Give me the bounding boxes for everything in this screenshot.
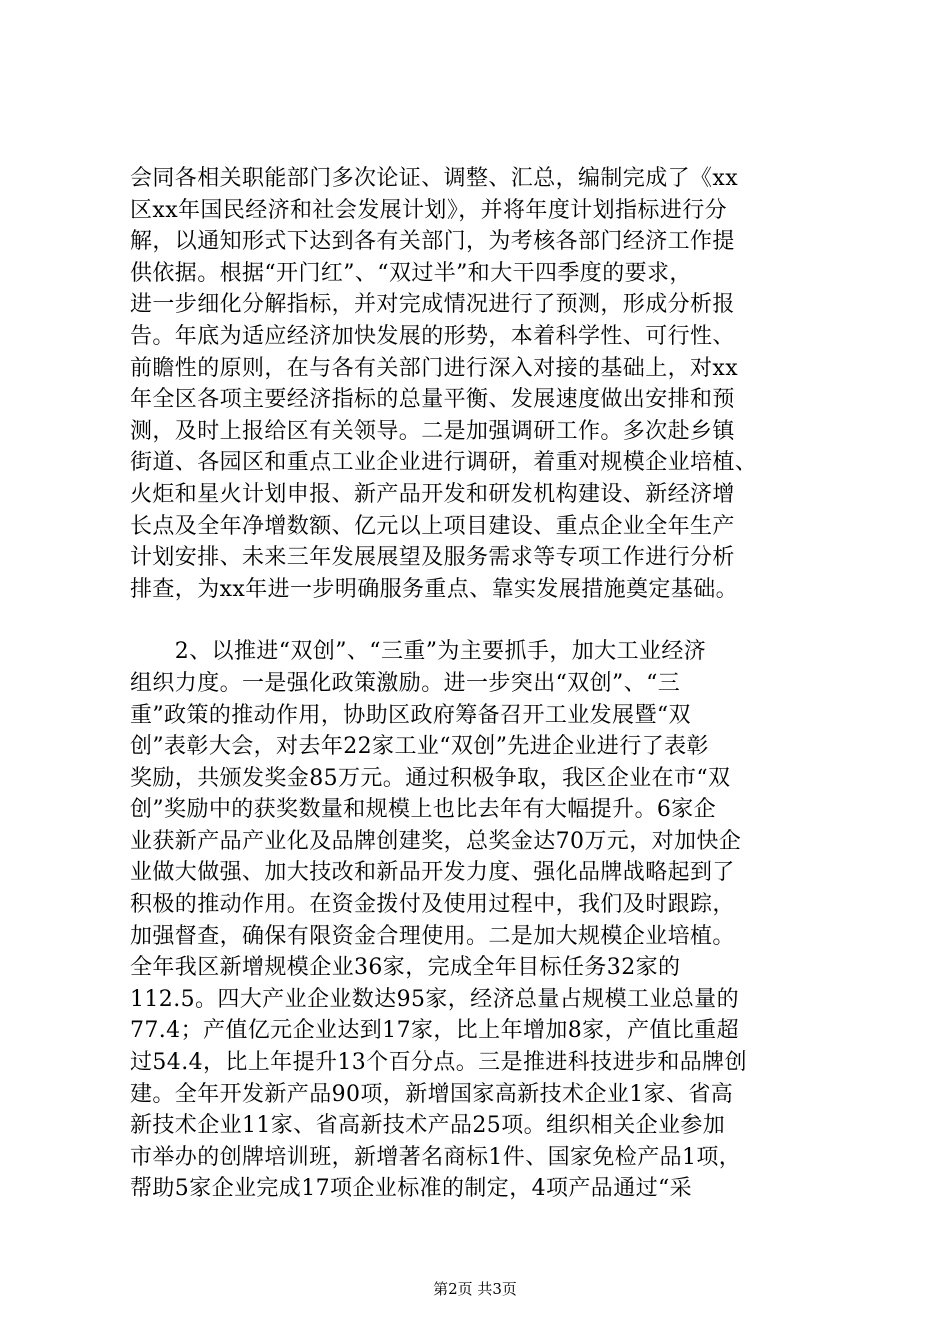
page-footer: 第2页 共3页: [433, 1280, 517, 1298]
document-body: [130, 163, 830, 1205]
text-line: 区xx年国民经济和社会发展计划》，并将年度计划指标进行分: [130, 197, 728, 223]
text-line: 供依据。根据“开门红”、“双过半”和大干四季度的要求，: [130, 260, 692, 286]
text-line: 会同各相关职能部门多次论证、调整、汇总，编制完成了《xx: [130, 166, 739, 191]
text-line: 测，及时上报给区有关领导。二是加强调研工作。多次赴乡镇: [130, 418, 735, 444]
text-line: 业做大做强、加大技改和新品开发力度、强化品牌战略起到了: [130, 860, 735, 886]
text-line: 年全区各项主要经济指标的总量平衡、发展速度做出安排和预: [130, 387, 735, 413]
text-line: 告。年底为适应经济加快发展的形势，本着科学性、可行性、: [130, 323, 735, 349]
text-line: 创”奖励中的获奖数量和规模上也比去年有大幅提升。6家企: [130, 797, 717, 823]
text-line: 火炬和星火计划申报、新产品开发和研发机构建设、新经济增: [130, 481, 735, 507]
text-line: 积极的推动作用。在资金拨付及使用过程中，我们及时跟踪，: [130, 892, 735, 918]
text-line: 解，以通知形式下达到各有关部门，为考核各部门经济工作提: [130, 229, 735, 255]
text-line: 创”表彰大会，对去年22家工业“双创”先进企业进行了表彰: [130, 734, 709, 760]
text-line: 新技术企业11家、省高新技术产品25项。组织相关企业参加: [130, 1113, 726, 1139]
text-line: 计划安排、未来三年发展展望及服务需求等专项工作进行分析: [130, 545, 735, 571]
text-line: 全年我区新增规模企业36家，完成全年目标任务32家的: [130, 955, 681, 981]
text-line: 112.5。四大产业企业数达95家，经济总量占规模工业总量的: [130, 986, 739, 1012]
text-line: 市举办的创牌培训班，新增著名商标1件、国家免检产品1项，: [130, 1144, 742, 1170]
text-line: 业获新产品产业化及品牌创建奖，总奖金达70万元，对加快企: [130, 828, 742, 854]
text-line: 帮助5家企业完成17项企业标准的制定，4项产品通过“采: [130, 1176, 693, 1202]
text-line: 2、以推进“双创”、“三重”为主要抓手，加大工业经济: [130, 639, 707, 665]
text-line: 前瞻性的原则，在与各有关部门进行深入对接的基础上，对xx: [130, 355, 739, 381]
text-line: 长点及全年净增数额、亿元以上项目建设、重点企业全年生产: [130, 513, 735, 539]
paragraph-2: [130, 636, 830, 1205]
text-line: 重”政策的推动作用，协助区政府筹备召开工业发展暨“双: [130, 702, 691, 728]
text-line: 排查，为xx年进一步明确服务重点、靠实发展措施奠定基础。: [130, 576, 739, 602]
text-line: 街道、各园区和重点工业企业进行调研，着重对规模企业培植、: [130, 450, 758, 476]
text-line: 77.4；产值亿元企业达到17家，比上年增加8家，产值比重超: [130, 1018, 739, 1044]
text-line: 建。全年开发新产品90项，新增国家高新技术企业1家、省高: [130, 1081, 734, 1107]
text-line: 过54.4，比上年提升13个百分点。三是推进科技进步和品牌创: [130, 1050, 747, 1076]
text-line: 加强督查，确保有限资金合理使用。二是加大规模企业培植。: [130, 923, 735, 949]
text-line: 组织力度。一是强化政策激励。进一步突出“双创”、“三: [130, 670, 681, 696]
paragraph-spacer: [130, 605, 830, 636]
paragraph-1: [130, 163, 830, 605]
text-line: 进一步细化分解指标，并对完成情况进行了预测，形成分析报: [130, 292, 735, 318]
text-line: 奖励，共颁发奖金85万元。通过积极争取，我区企业在市“双: [130, 765, 731, 791]
